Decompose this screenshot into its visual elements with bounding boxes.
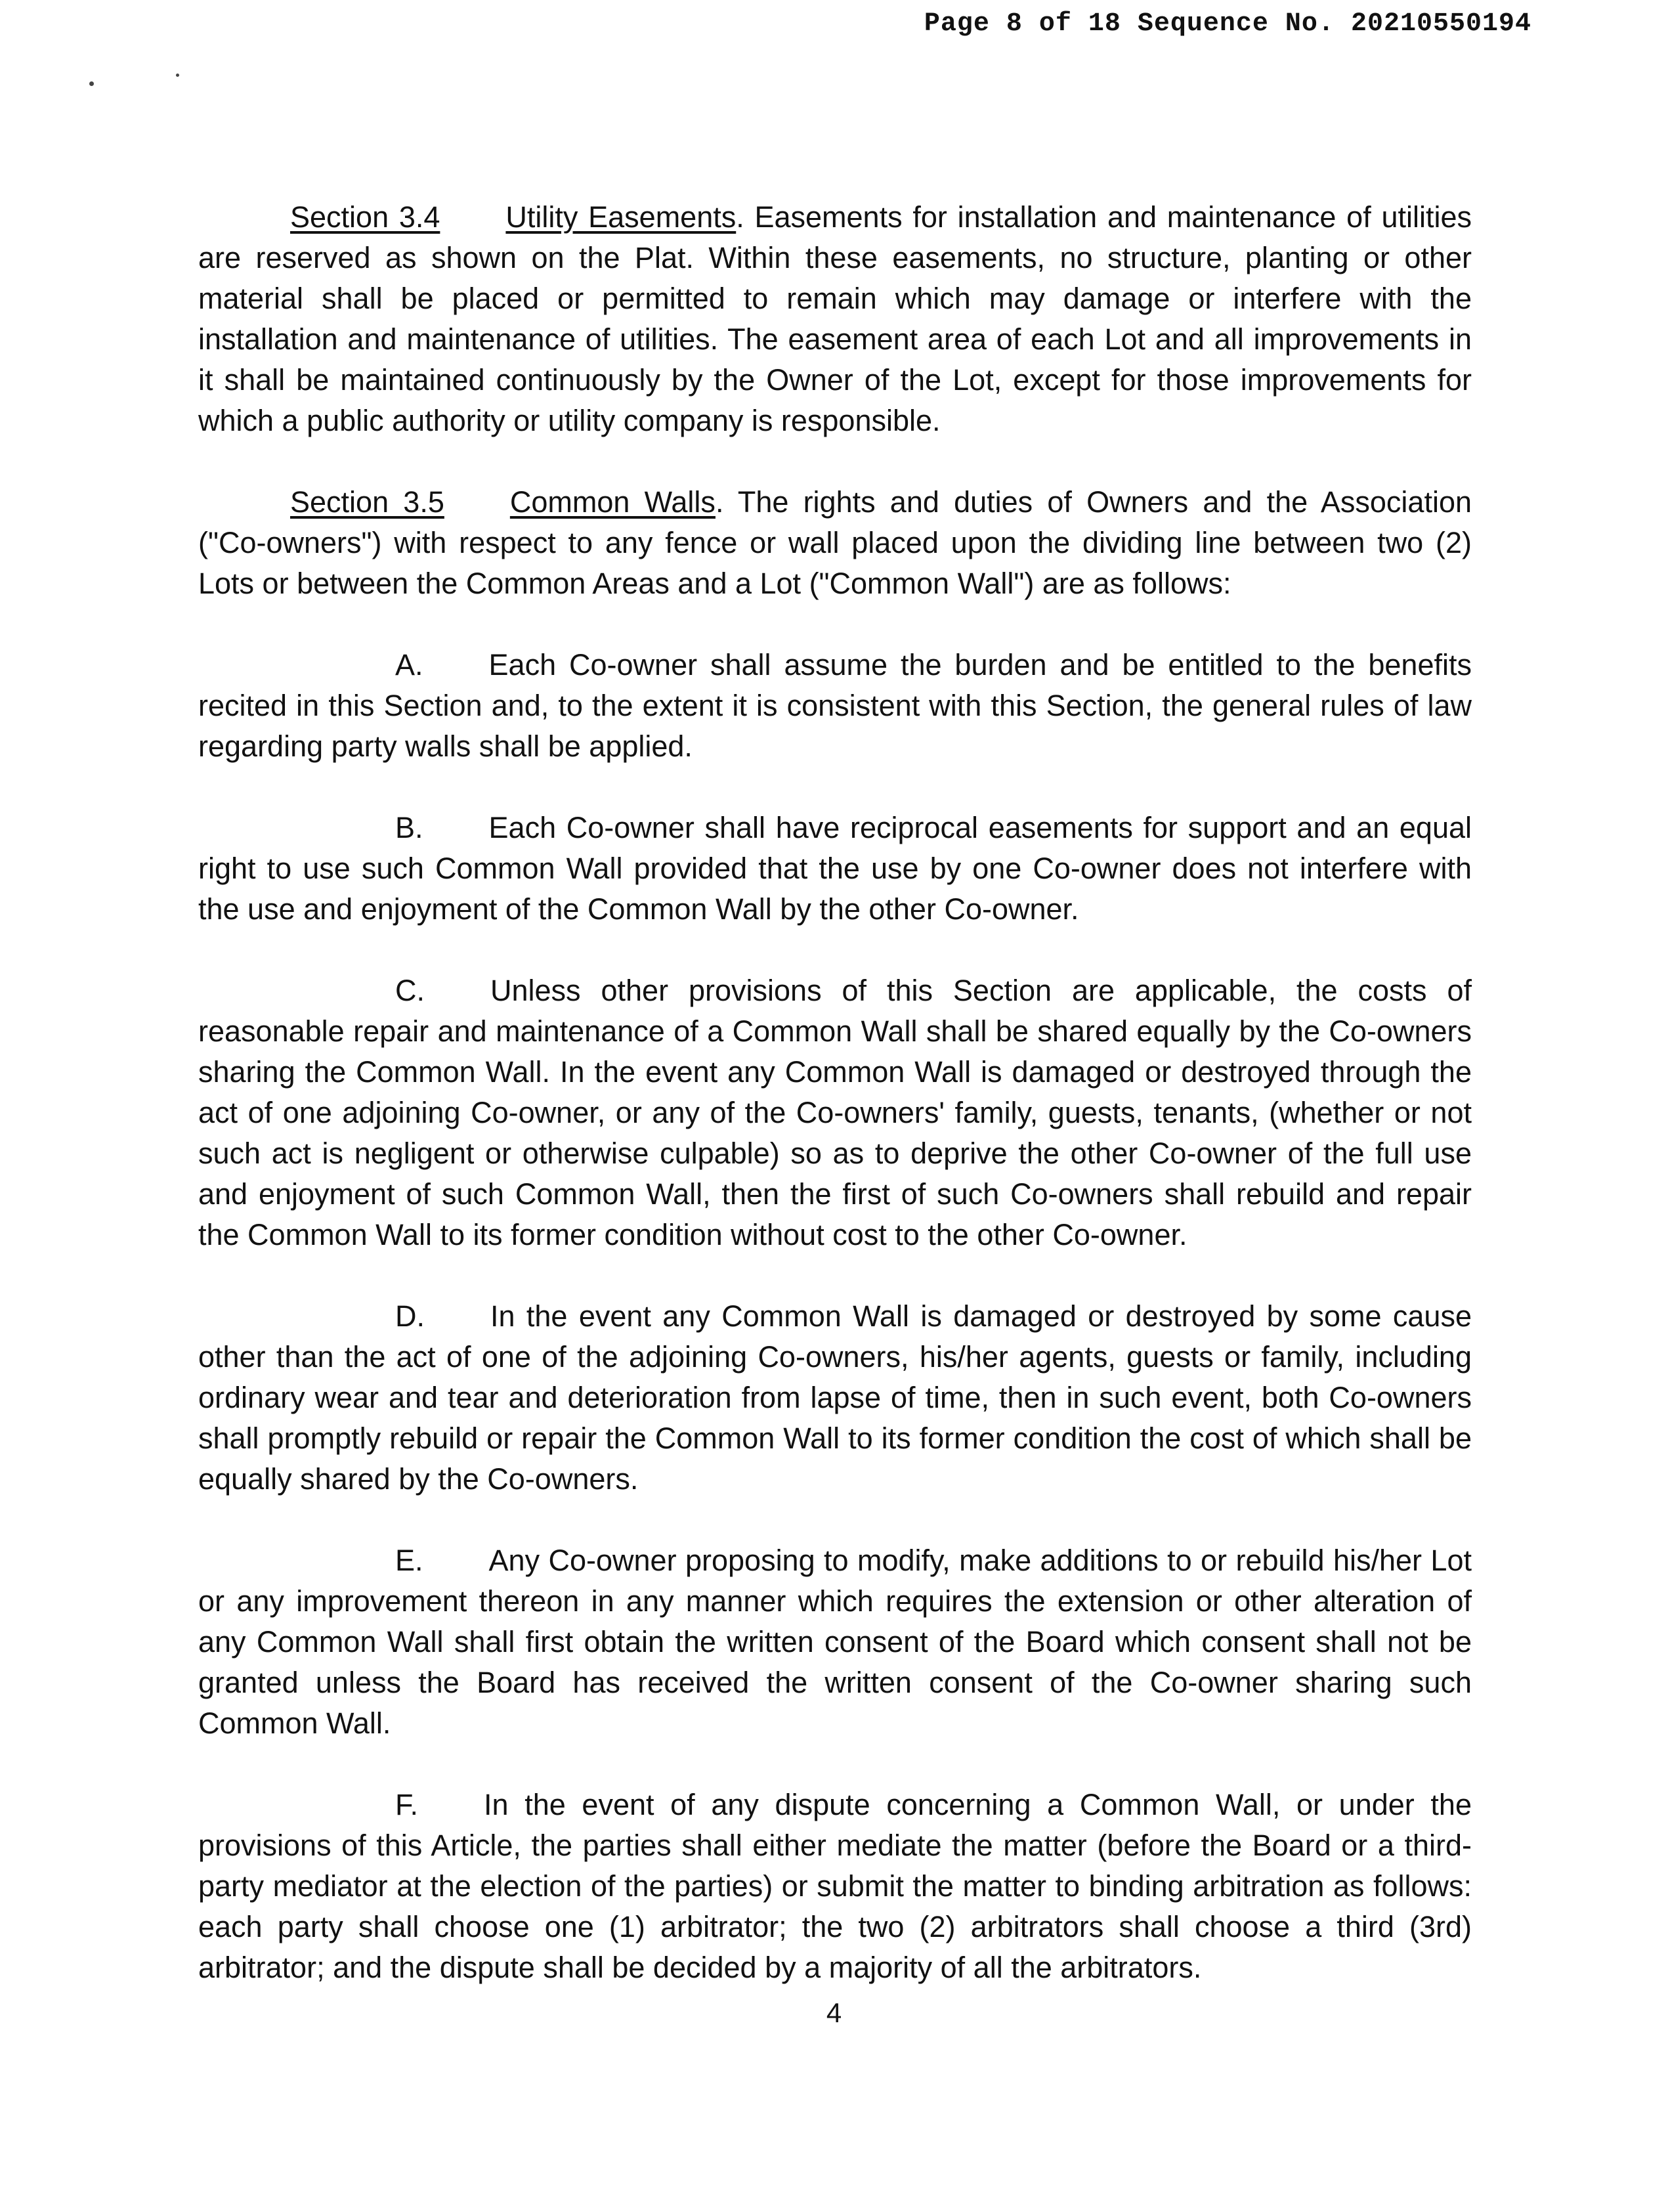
scan-speck xyxy=(176,74,179,77)
page-number: 4 xyxy=(826,1997,842,2028)
subsection-letter: C. xyxy=(395,974,425,1007)
section-number: Section 3.4 xyxy=(290,200,440,234)
subsection-text: Each Co-owner shall assume the burden and be entitled to the benefits recited in this Section and, to the extent it is consistent with this Section, the general rules of law regarding party walls shall be applied. xyxy=(198,648,1472,763)
subsection-letter: A. xyxy=(395,648,423,682)
subsection-letter: B. xyxy=(395,811,423,844)
section-title: Common Walls xyxy=(509,485,716,519)
subsection-text: Each Co-owner shall have reciprocal easements for support and an equal right to use such Common Wall provided that the use by one Co-owner does not interfere with the use and enjoyment of the Common Wall by the other Co-owner. xyxy=(198,811,1472,926)
subsection-letter: F. xyxy=(395,1788,419,1821)
section-3-5 xyxy=(198,482,1472,604)
subsection-f xyxy=(198,1785,1472,1988)
subsection-a xyxy=(198,645,1472,767)
section-text: . Easements for installation and maintenance of utilities are reserved as shown on the Plat. Within these easements, no structure, planting or other material shall be placed or permitted to remain which may damage or interfere with the installation and maintenance of utilities. The easement area of each Lot and all improvements in it shall be maintained continuously by the Owner of the Lot, except for those improvements for which a public authority or utility company is responsible. xyxy=(198,200,1472,437)
scan-speck xyxy=(89,81,94,86)
subsection-text: In the event of any dispute concerning a Common Wall, or under the provisions of this Article, the parties shall either mediate the matter (before the Board or a third-party mediator at the election of the parties) or submit the matter to binding arbitration as follows: each party shall choose one (1) arbitrator; the two (2) arbitrators shall choose a third (3rd) arbitrator; and the dispute shall be decided by a majority of all the arbitrators. xyxy=(198,1788,1472,1984)
subsection-text: Unless other provisions of this Section are applicable, the costs of reasonable repair and maintenance of a Common Wall shall be shared equally by the Co-owners sharing the Common Wall. In the event any Common Wall is damaged or destroyed through the act of one adjoining Co-owner, or any of the Co-owners' family, guests, tenants, (whether or not such act is negligent or otherwise culpable) so as to deprive the other Co-owner of the full use and enjoyment of such Common Wall, then the first of such Co-owners shall rebuild and repair the Common Wall to its former condition without cost to the other Co-owner. xyxy=(198,974,1472,1251)
subsection-e xyxy=(198,1540,1472,1744)
section-number: Section 3.5 xyxy=(290,485,444,519)
subsection-text: Any Co-owner proposing to modify, make additions to or rebuild his/her Lot or any improvement thereon in any manner which requires the extension or other alteration of any Common Wall shall first obtain the written consent of the Board which consent shall not be granted unless the Board has received the written consent of the Co-owner sharing such Common Wall. xyxy=(198,1544,1472,1740)
subsection-letter: E. xyxy=(395,1544,423,1577)
section-text: . The rights and duties of Owners and the Association ("Co-owners") with respect to any fence or wall placed upon the dividing line between two (2) Lots or between the Common Areas and a Lot ("Common Wall") are as follows: xyxy=(198,485,1472,600)
subsection-letter: D. xyxy=(395,1299,425,1333)
subsection-b xyxy=(198,808,1472,930)
section-title: Utility Easements xyxy=(505,200,737,234)
subsection-text: In the event any Common Wall is damaged or destroyed by some cause other than the act of one of the adjoining Co-owners, his/her agents, guests or family, including ordinary wear and tear and deterioration from lapse of time, then in such event, both Co-owners shall promptly rebuild or repair the Common Wall to its former condition the cost of which shall be equally shared by the Co-owners. xyxy=(198,1299,1472,1496)
page-sequence-header: Page 8 of 18 Sequence No. 20210550194 xyxy=(924,9,1531,39)
section-3-4 xyxy=(198,197,1472,441)
subsection-d xyxy=(198,1296,1472,1500)
subsection-c xyxy=(198,970,1472,1255)
document-body xyxy=(198,197,1472,2029)
